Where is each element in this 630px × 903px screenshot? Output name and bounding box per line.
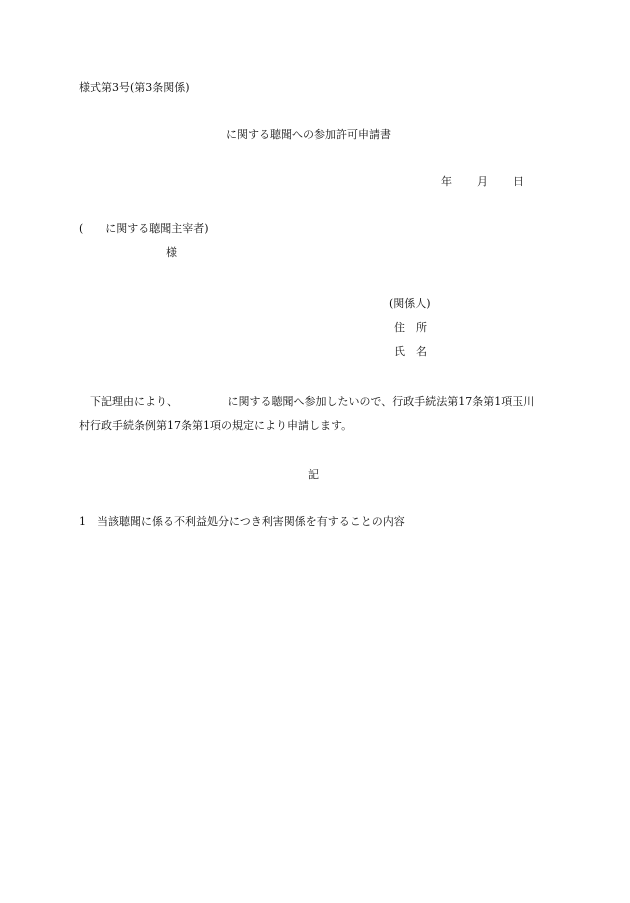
applicant-title: (関係人) — [389, 297, 431, 310]
list-item: 1 当該聴聞に係る不利益処分につき利害関係を有することの内容 — [79, 515, 405, 528]
applicant-address-label: 住 所 — [394, 321, 427, 334]
date-year-label: 年 — [441, 175, 452, 188]
date-day-label: 日 — [513, 175, 524, 188]
body-text-line-1: 下記理由により、 に関する聴聞へ参加したいので、行政手続法第17条第1項玉川 — [90, 395, 535, 408]
document-title: に関する聴聞への参加許可申請書 — [226, 128, 391, 141]
body-text-line-2: 村行政手続条例第17条第1項の規定により申請します。 — [79, 419, 353, 432]
recipient-honorific: 様 — [166, 246, 177, 259]
date-row — [441, 176, 524, 187]
applicant-name-label: 氏 名 — [394, 345, 427, 358]
ki-heading: 記 — [308, 468, 319, 481]
recipient-line: ( に関する聴聞主宰者) — [79, 222, 209, 235]
date-month-label: 月 — [477, 175, 488, 188]
form-number: 様式第3号(第3条関係) — [79, 81, 190, 94]
